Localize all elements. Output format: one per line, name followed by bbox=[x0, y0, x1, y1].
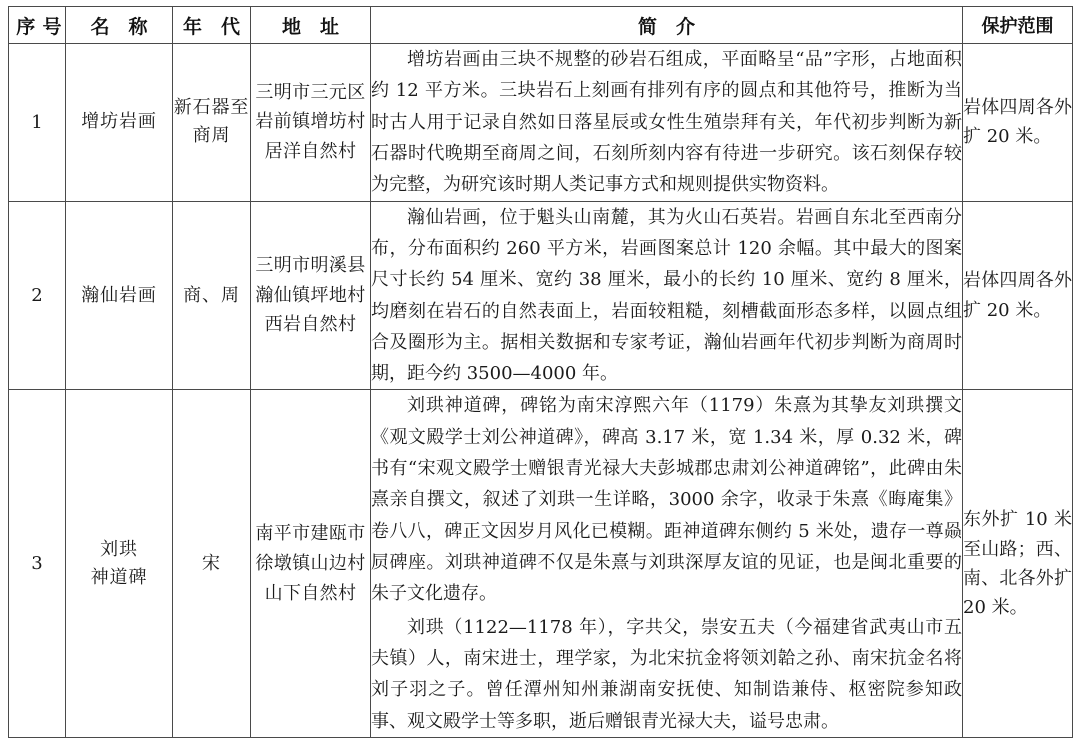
column-header-name: 名 称 bbox=[66, 7, 173, 44]
header-row bbox=[9, 7, 1073, 44]
cell-address: 南平市建瓯市徐墩镇山边村山下自然村 bbox=[251, 390, 371, 737]
cell-description bbox=[371, 201, 963, 390]
description-paragraph: 刘珙（1122—1178 年），字共父，崇安五夫（今福建省武夷山市五夫镇）人，南宋进士，理学家，为北宋抗金将领刘韐之孙、南宋抗金名将刘子羽之子。曾任潭州知州兼湖南安抚使、知制诰兼侍、枢密院参知政事、观文殿学士等多职，逝后赠银青光禄大夫，谥号忠肃。 bbox=[371, 616, 962, 732]
description-paragraph: 增坊岩画由三块不规整的砂岩石组成，平面略呈“品”字形，占地面积约 12 平方米。三块岩石上刻画有排列有序的圆点和其他符号，推断为当时古人用于记录自然如日落星辰或女性生殖崇拜有关，年代初步判断为新石器时代晚期至商周之间，石刻所刻内容有待进一步研究。该石刻保存较为完整，为研究该时期人类记事方式和规则提供实物资料。 bbox=[371, 49, 962, 196]
cell-era: 新石器至商周 bbox=[173, 44, 251, 202]
cell-description bbox=[371, 390, 963, 737]
cell-sequence: 2 bbox=[9, 201, 66, 390]
cell-address: 三明市明溪县瀚仙镇坪地村西岩自然村 bbox=[251, 201, 371, 390]
column-header-protection-scope: 保护范围 bbox=[963, 7, 1073, 44]
column-header-address: 地 址 bbox=[251, 7, 371, 44]
description-paragraph: 刘珙神道碑，碑铭为南宋淳熙六年（1179）朱熹为其挚友刘珙撰文《观文殿学士刘公神道碑》，碑高 3.17 米，宽 1.34 米，厚 0.32 米，碑书有“宋观文殿学士赠银青光禄大夫彭城郡忠肃刘公神道碑铭”，此碑由朱熹亲自撰文，叙述了刘珙一生详略，3000 余字，收录于朱熹《晦庵集》卷八八，碑正文因岁月风化已模糊。距神道碑东侧约 5 米处，遗存一尊赑屃碑座。刘珙神道碑不仅是朱熹与刘珙深厚友谊的见证，也是闽北重要的朱子文化遗存。 bbox=[371, 395, 962, 605]
column-header-seq: 序号 bbox=[9, 7, 66, 44]
cell-name bbox=[66, 390, 173, 737]
column-header-era: 年 代 bbox=[173, 7, 251, 44]
cell-protection-scope: 岩体四周各外扩 20 米。 bbox=[963, 201, 1073, 390]
table-body bbox=[9, 44, 1073, 738]
cell-name: 增坊岩画 bbox=[66, 44, 173, 202]
cell-sequence: 1 bbox=[9, 44, 66, 202]
table-row bbox=[9, 44, 1073, 202]
cell-name: 瀚仙岩画 bbox=[66, 201, 173, 390]
cell-name-line: 神道碑 bbox=[90, 566, 148, 588]
cell-protection-scope: 东外扩 10 米至山路；西、南、北各外扩 20 米。 bbox=[963, 390, 1073, 737]
cell-sequence: 3 bbox=[9, 390, 66, 737]
cell-era: 宋 bbox=[173, 390, 251, 737]
cell-era: 商、周 bbox=[173, 201, 251, 390]
column-header-description: 简 介 bbox=[371, 7, 963, 44]
cell-address: 三明市三元区岩前镇增坊村居洋自然村 bbox=[251, 44, 371, 202]
cell-name-line: 刘珙 bbox=[100, 538, 138, 560]
table-header bbox=[9, 7, 1073, 44]
table-row bbox=[9, 390, 1073, 737]
table-row bbox=[9, 201, 1073, 390]
cell-protection-scope: 岩体四周各外扩 20 米。 bbox=[963, 44, 1073, 202]
heritage-table bbox=[8, 6, 1073, 738]
cell-description bbox=[371, 44, 963, 202]
description-paragraph: 瀚仙岩画，位于魁头山南麓，其为火山石英岩。岩画自东北至西南分布，分布面积约 260 平方米，岩画图案总计 120 余幅。其中最大的图案尺寸长约 54 厘米、宽约 38 厘米，最小的长约 10 厘米、宽约 8 厘米，均磨刻在岩石的自然表面上，岩面较粗糙，刻槽截面形态多样，以圆点组合及圈形为主。据相关数据和专家考证，瀚仙岩画年代初步判断为商周时期，距今约 3500—4000 年。 bbox=[371, 206, 962, 385]
